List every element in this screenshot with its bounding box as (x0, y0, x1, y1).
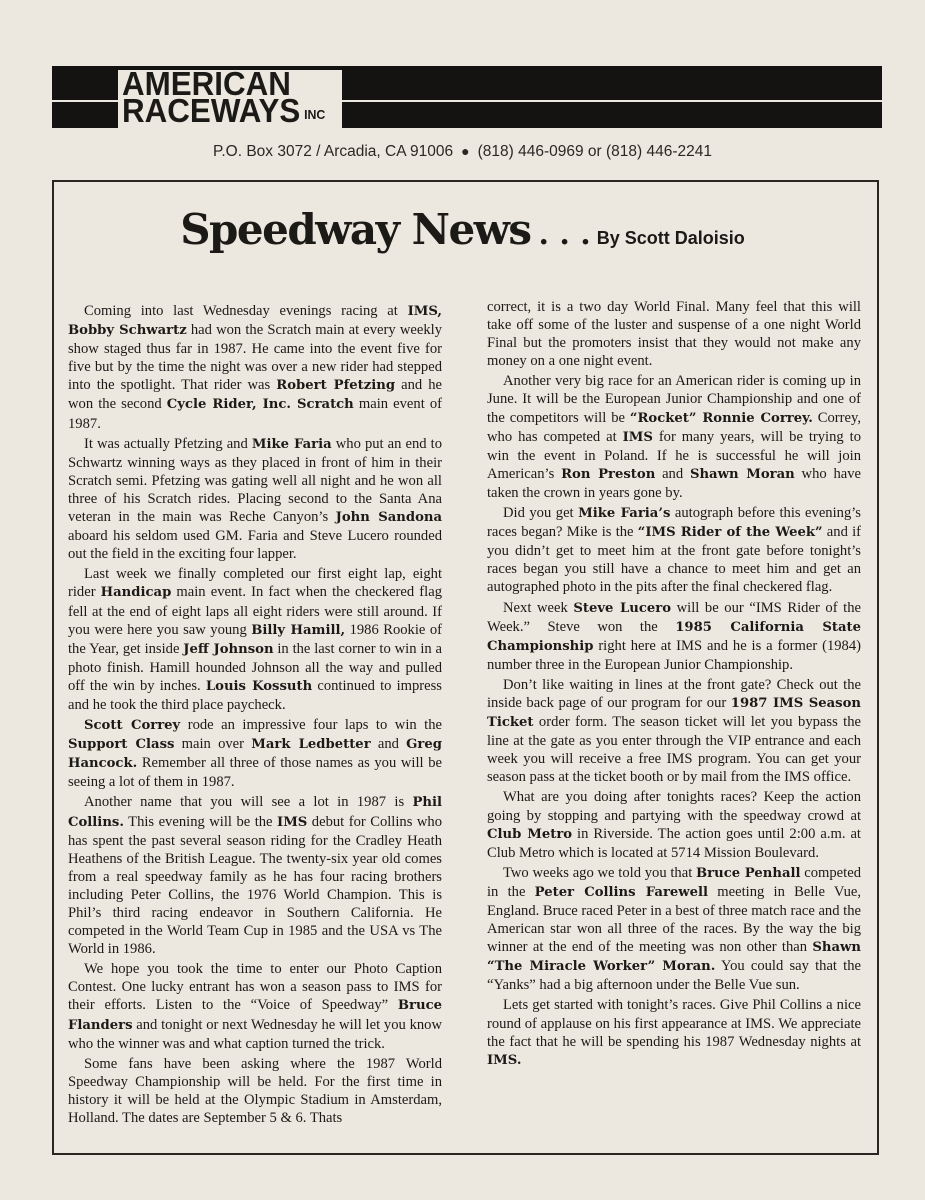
text-run: right here at IMS and he is a former (1984) number three in the European Junior Championship. (487, 637, 861, 673)
bold-name: Peter Collins Farewell (534, 884, 709, 900)
bold-name: IMS (277, 814, 308, 830)
bold-name: IMS. (487, 1052, 522, 1068)
text-run: main event. In fact when the checkered flag fell at the end of eight laps all eight riders were still around. If you were here you saw young (68, 584, 442, 638)
left-column (68, 302, 442, 1129)
text-run: who have taken the crown in years gone by. (487, 465, 862, 501)
bold-name: 1987 IMS Season Ticket (487, 695, 861, 731)
bold-name: Billy Hamill, (251, 622, 346, 638)
text-run: Some fans have been asking where the 1987 World Speedway Championship will be held. For the first time in history it will be held at the Olympic Stadium in Amsterdam, Holland. The dates are September 5 & 6. Thats (68, 1055, 442, 1127)
article-title: Speedway News (180, 205, 531, 254)
bold-name: Ron Preston (561, 466, 656, 482)
bold-name: Bobby Schwartz (68, 323, 187, 339)
logo-inc: INC (304, 107, 326, 122)
text-run: Correy, who has competed at (487, 409, 861, 445)
text-run: Remember all three of those names as you will be seeing a lot of them in 1987. (68, 755, 442, 791)
bold-name: Mark Ledbetter (251, 737, 371, 753)
text-run: rode an impressive four laps to win the (180, 717, 442, 734)
text-run: continued to impress and he took the third place paycheck. (68, 677, 442, 713)
text-run: order form. The season ticket will let you bypass the line at the gate as you enter through the VIP entrance and each week you will receive a free IMS program. You can get your season pass at the ticket booth or by mail from the IMS office. (487, 714, 861, 786)
text-run: It was actually Pfetzing and (84, 435, 252, 452)
text-run: Coming into last Wednesday evenings racing at (84, 303, 408, 319)
bold-name: Robert Pfetzing (276, 378, 396, 394)
text-run: main over (174, 736, 252, 753)
article-headline (0, 205, 925, 254)
bold-name: Scott Correy (84, 718, 181, 734)
text-run: 1986 Rookie of the Year, get inside (68, 621, 443, 657)
text-run: Did you get (503, 505, 579, 522)
bold-name: “Rocket” Ronnie Correy. (629, 410, 813, 426)
text-run: This evening will be the (123, 813, 278, 830)
bold-name: Handicap (100, 585, 172, 601)
bold-name: “IMS Rider of the Week” (637, 525, 823, 541)
bold-name: Louis Kossuth (205, 678, 313, 694)
text-run: and tonight or next Wednesday he will let you know who the winner was and what caption turned the trick. (68, 1016, 442, 1052)
text-run: meeting in Belle Vue, England. Bruce raced Peter in a best of three match race and the American star won all three of the races. By the way the big winner at the end of the meeting was non other than (487, 883, 861, 956)
text-run: You could say that the “Yanks” had a big afternoon under the Belle Vue sun. (487, 958, 861, 994)
bold-name: John Sandona (335, 510, 442, 526)
bold-name: Mike Faria’s (578, 506, 671, 522)
title-ellipsis: . . . (538, 217, 591, 252)
paragraph (487, 372, 861, 502)
text-run: in the last corner to win in a photo finish. Hamill hounded Johnson all the way and pulled off the win by inches. (68, 640, 443, 694)
bold-name: Support Class (68, 737, 175, 753)
logo-line-1: AMERICAN (122, 65, 291, 102)
paragraph (487, 298, 861, 370)
bold-name: Cycle Rider, Inc. Scratch (166, 397, 354, 413)
paragraph (68, 716, 442, 791)
paragraph (68, 793, 442, 958)
american-raceways-logo (118, 65, 342, 129)
paragraph (68, 960, 442, 1052)
right-column (487, 298, 861, 1072)
text-run: will be our “IMS Rider of the Week.” Steve won the (487, 599, 861, 635)
text-run: and (655, 465, 690, 482)
logo-line-2: RACEWAYS (122, 92, 301, 129)
article-byline: By Scott Daloisio (596, 228, 745, 248)
text-run: in Riverside. The action goes until 2:00 a.m. at Club Metro which is located at 5714 Mission Boulevard. (487, 825, 861, 861)
text-run: Another name that you will see a lot in 1987 is (84, 794, 413, 811)
text-run: What are you doing after tonights races? Keep the action going by stopping and partying with the speedway crowd at (487, 789, 861, 824)
text-run: who put an end to Schwartz winning ways as they placed in front of him in their Scratch semi. Pfetzing was gating well all night and he won all three of his Scratch rides. Placing second to the Santa Ana veteran in the main was Reche Canyon’s (68, 435, 442, 526)
paragraph (487, 996, 861, 1069)
paragraph (487, 676, 861, 787)
text-run: Another very big race for an American rider is coming up in June. It will be the European Junior Championship and one of the competitors will be (487, 373, 861, 426)
paragraph (68, 302, 442, 433)
text-run: Two weeks ago we told you that (503, 864, 697, 881)
bold-name: Bruce Flanders (68, 998, 442, 1033)
text-run: and (370, 736, 407, 753)
bold-name: Greg Hancock. (68, 737, 442, 772)
bold-name: Jeff Johnson (183, 641, 274, 657)
text-run: competed in the (487, 864, 861, 900)
bold-name: Shawn “The Miracle Worker” Moran. (487, 940, 861, 975)
bold-name: Phil Collins. (68, 795, 442, 830)
text-run: aboard his seldom used GM. Faria and Steve Lucero rounded out the field in the exciting four lapper. (68, 528, 442, 563)
text-run: debut for Collins who has spent the past several season riding for the Cradley Heath Heathens of the British League. The twenty-six year old comes from a real speedway family as he has four racing brothers including Peter Collins, the 1976 World Champion. This is Phil’s third racing endeavor in Southern California. He competed in the World Team Cup in 1985 and the USA vs The World in 1986. (68, 813, 443, 958)
bold-name: IMS (622, 429, 653, 445)
text-run: Don’t like waiting in lines at the front gate? Check out the inside back page of our program for our (487, 676, 861, 711)
text-run: main event of 1987. (68, 396, 443, 432)
paragraph (68, 1055, 442, 1127)
bold-name: Shawn Moran (689, 466, 795, 482)
address-line (0, 143, 925, 161)
bullet-icon: ● (461, 143, 470, 159)
bold-name: Bruce Penhall (696, 865, 801, 881)
text-run: for many years, will be trying to win the event in Poland. If he is successful he will join American’s (487, 428, 861, 482)
bold-name: 1985 California State Championship (487, 619, 861, 654)
phone-numbers: (818) 446-0969 or (818) 446-2241 (477, 143, 712, 160)
text-run: Last week we finally completed our first eight lap, eight rider (68, 566, 442, 601)
text-run: We hope you took the time to enter our Photo Caption Contest. One lucky entrant has won a season pass to IMS for their efforts. Listen to the “Voice of Speedway” (68, 961, 442, 1014)
paragraph (487, 864, 861, 995)
text-run: and he won the second (68, 377, 442, 413)
paragraph (487, 788, 861, 861)
paragraph (487, 504, 861, 596)
bold-name: IMS, (407, 304, 442, 319)
text-run: autograph before this evening’s races began? Mike is the (487, 505, 861, 541)
paragraph (487, 599, 861, 674)
postal-address: P.O. Box 3072 / Arcadia, CA 91006 (213, 143, 454, 160)
paragraph (68, 565, 442, 714)
text-run: correct, it is a two day World Final. Many feel that this will take off some of the luster and suspense of a one night World Final but the promoters insist that they would not make any money on a one night event. (487, 299, 861, 370)
paragraph (68, 435, 442, 564)
text-run: and if you didn’t get to meet him at the front gate before tonight’s races began you still have a chance to meet him and get an autographed photo in the pits after the final checkered flag. (487, 524, 861, 596)
bold-name: Club Metro (487, 826, 573, 842)
bold-name: Steve Lucero (573, 600, 672, 616)
text-run: had won the Scratch main at every weekly show staged thus far in 1987. He came into the event five for five but by the time the night was over a new rider had stepped into the spotlight. That rider was (68, 322, 442, 394)
text-run: Next week (503, 599, 574, 616)
text-run: Lets get started with tonight’s races. Give Phil Collins a nice round of applause on his first appearance at IMS. We appreciate the fact that he will be spending his 1987 Wednesday nights at (487, 997, 861, 1050)
bold-name: Mike Faria (251, 436, 332, 452)
